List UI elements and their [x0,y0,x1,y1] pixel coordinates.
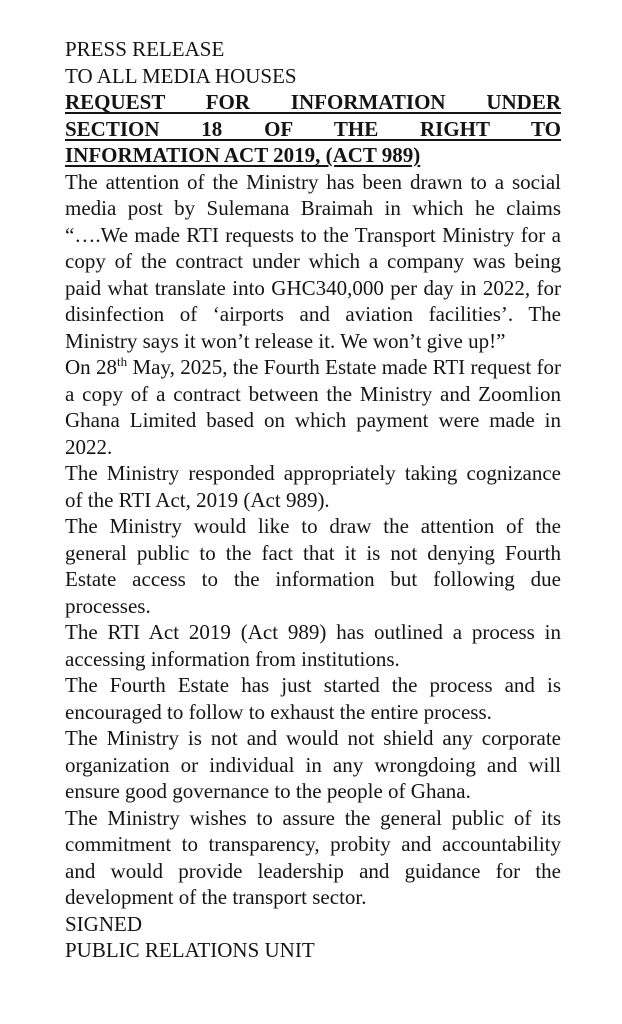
paragraph-not-denying-access: The Ministry would like to draw the attention of the general public to the fact that it is not denying Fourth Estate access to the information but following due processes. [65,514,561,618]
signature-signed: SIGNED [65,911,142,936]
rti-date-ordinal-suffix: th [117,354,128,369]
document-title [65,89,561,169]
rti-date-prefix: On 28 [65,355,118,379]
rti-date-rest: May, 2025, the Fourth Estate made RTI request for a copy of a contract between the Ministry and Zoomlion Ghana Limited based on which payment were made in 2022. [65,355,561,459]
paragraph-commitment-assurance: The Ministry wishes to assure the general public of its commitment to transparency, probity and accountability and would provide leadership and guidance for the development of the transport sector. [65,805,561,909]
title-line-3: INFORMATION ACT 2019, (ACT 989) [65,143,421,167]
title-line-1: REQUEST FOR INFORMATION UNDER [65,90,561,114]
document-kicker: PRESS RELEASE [65,37,225,61]
signature-unit: PUBLIC RELATIONS UNIT [65,938,315,962]
paragraph-ministry-response: The Ministry responded appropriately taking cognizance of the RTI Act, 2019 (Act 989). [65,461,561,512]
document-addressee: TO ALL MEDIA HOUSES [65,63,297,88]
paragraph-rti-request-date [65,354,561,460]
title-line-2: SECTION 18 OF THE RIGHT TO [65,116,561,141]
paragraph-no-shielding: The Ministry is not and would not shield any corporate organization or individual in any wrongdoing and will ensure good governance to the people of Ghana. [65,726,561,803]
paragraph-fourth-estate-process: The Fourth Estate has just started the process and is encouraged to follow to exhaust the entire process. [65,673,561,724]
paragraph-social-media-claim: The attention of the Ministry has been drawn to a social media post by Sulemana Braimah in which he claims “….We made RTI requests to the Transport Ministry for a copy of the contract under which a company was being paid what translate into GHC340,000 per day in 2022, for disinfection of ‘airports and aviation facilities’. The Ministry says it won’t release it. We won’t give up!” [65,169,561,353]
paragraph-rti-act-process: The RTI Act 2019 (Act 989) has outlined a process in accessing information from institutions. [65,620,561,671]
